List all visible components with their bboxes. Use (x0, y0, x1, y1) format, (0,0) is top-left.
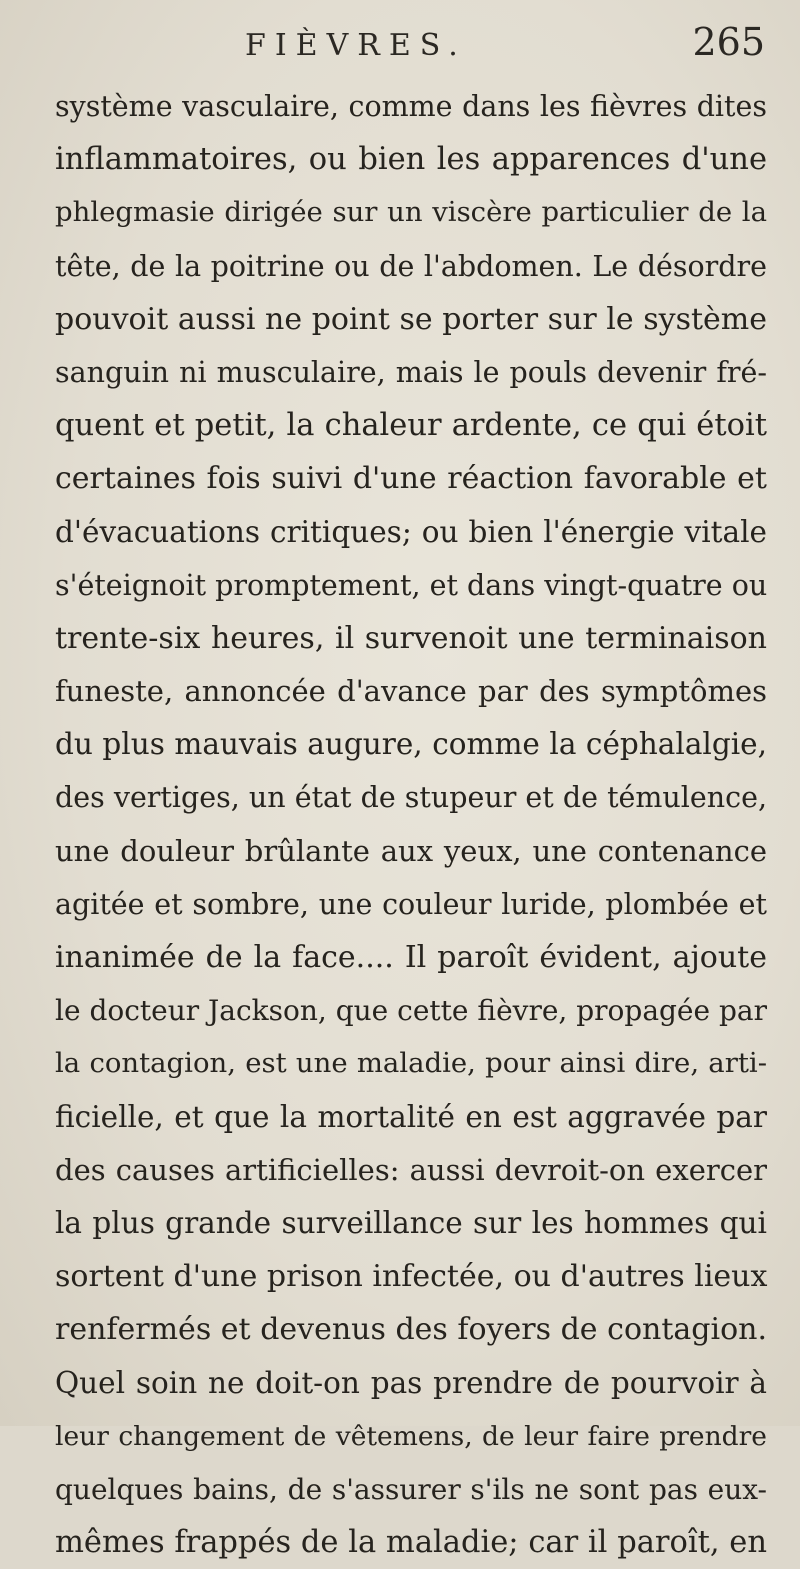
text-line: mêmes frappés de la maladie; car il paroît, en (55, 1525, 767, 1561)
body-text (55, 80, 767, 1569)
text-line: d'évacuations critiques; ou bien l'énergie vitale (55, 514, 767, 549)
text-line: phlegmasie dirigée sur un viscère particulier de la (55, 196, 767, 229)
text-line: sanguin ni musculaire, mais le pouls devenir fré- (55, 355, 767, 389)
text-line: du plus mauvais augure, comme la céphalalgie, (55, 727, 767, 762)
text-line: des vertiges, un état de stupeur et de témulence, (55, 781, 767, 815)
text-line: des causes artificielles: aussi devroit-on exercer (55, 1152, 767, 1187)
text-line: trente-six heures, il survenoit une terminaison (55, 620, 767, 656)
text-line: Quel soin ne doit-on pas prendre de pourvoir à (55, 1365, 767, 1400)
text-line: funeste, annoncée d'avance par des symptômes (55, 674, 767, 709)
text-line: système vasculaire, comme dans les fièvres dites (55, 90, 767, 123)
text-line: agitée et sombre, une couleur luride, plombée et (55, 887, 767, 921)
page-header (245, 20, 765, 70)
text-line: la plus grande surveillance sur les hommes qui (55, 1205, 767, 1240)
page-number: 265 (692, 20, 765, 64)
text-line: s'éteignoit promptement, et dans vingt-quatre ou (55, 568, 768, 602)
text-line: certaines fois suivi d'une réaction favorable et (55, 461, 767, 497)
text-line: tête, de la poitrine ou de l'abdomen. Le désordre (55, 249, 767, 283)
text-line: inanimée de la face.... Il paroît évident, ajoute (55, 940, 767, 975)
text-line: pouvoit aussi ne point se porter sur le système (55, 301, 767, 337)
text-line: la contagion, est une maladie, pour ainsi dire, arti- (55, 1047, 767, 1080)
text-line: le docteur Jackson, que cette fièvre, propagée par (55, 994, 767, 1028)
running-title: FIÈVRES. (245, 28, 467, 63)
text-line: leur changement de vêtemens, de leur faire prendre (55, 1420, 767, 1452)
text-line: ficielle, et que la mortalité en est aggravée par (55, 1099, 767, 1134)
text-line: quelques bains, de s'assurer s'ils ne sont pas eux- (55, 1472, 767, 1506)
text-line: quent et petit, la chaleur ardente, ce qui étoit (55, 408, 767, 444)
text-line: renfermés et devenus des foyers de contagion. (55, 1312, 767, 1348)
text-line: sortent d'une prison infectée, ou d'autres lieux (55, 1259, 768, 1295)
text-line: une douleur brûlante aux yeux, une contenance (55, 833, 767, 868)
text-line: inflammatoires, ou bien les apparences d'une (55, 142, 767, 178)
